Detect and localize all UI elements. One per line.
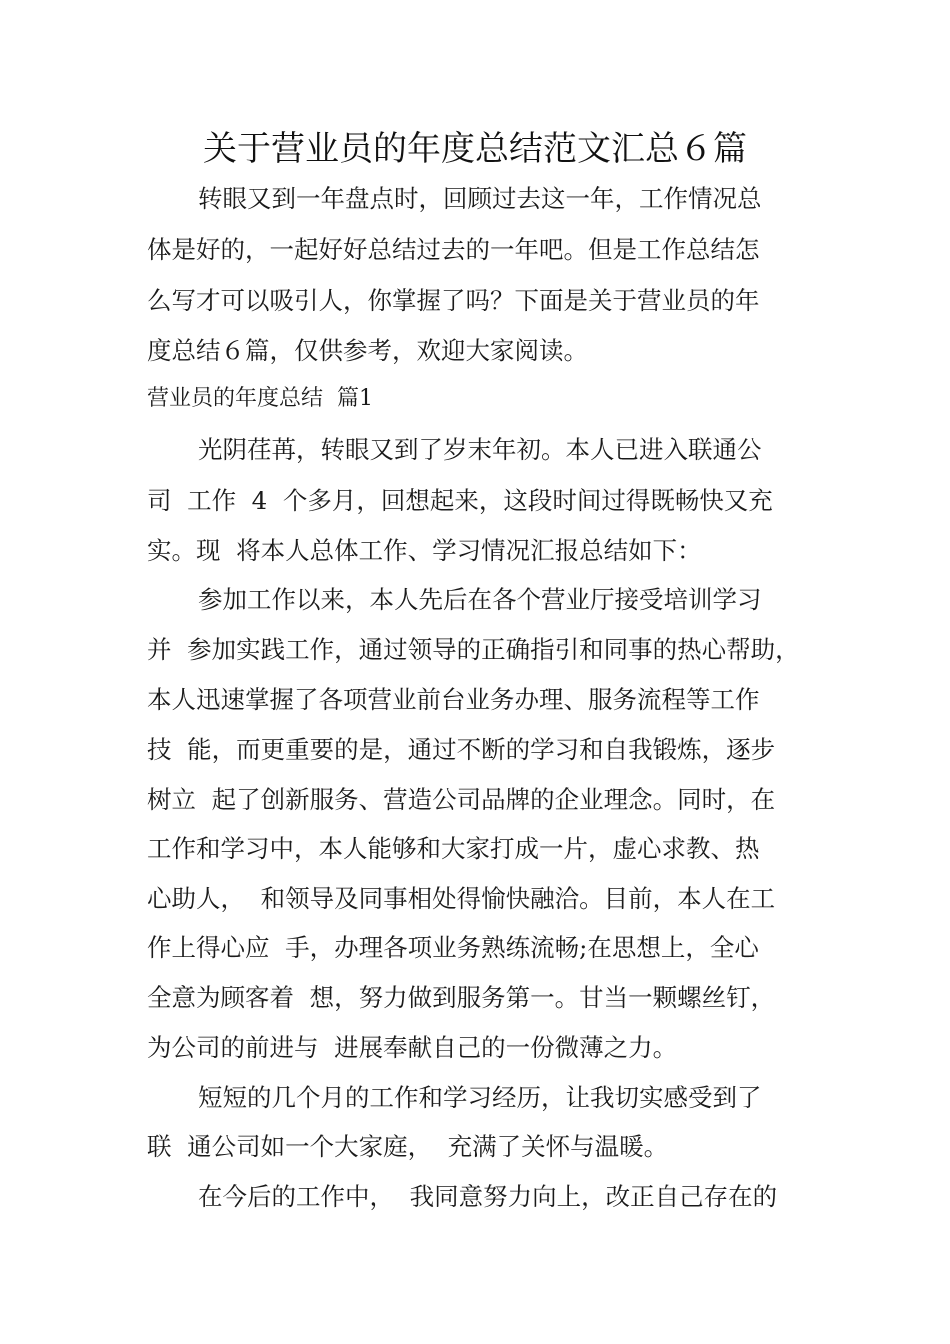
paragraph-line: 短短的几个月的工作和学习经历，让我切实感受到了 <box>198 1083 762 1112</box>
paragraph-line: 并 参加实践工作，通过领导的正确指引和同事的热心帮助， <box>147 635 800 664</box>
paragraph-line: 参加工作以来，本人先后在各个营业厅接受培训学习 <box>198 585 762 614</box>
intro-line: 体是好的，一起好好总结过去的一年吧。但是工作总结怎 <box>147 235 760 264</box>
paragraph-line: 司 工作 4 个多月，回想起来，这段时间过得既畅快又充 <box>147 486 773 515</box>
intro-line: 转眼又到一年盘点时，回顾过去这一年，工作情况总 <box>198 184 762 213</box>
paragraph-line: 作上得心应 手，办理各项业务熟练流畅;在思想上，全心 <box>147 933 759 962</box>
paragraph-line: 光阴荏苒，转眼又到了岁末年初。本人已进入联通公 <box>198 435 762 464</box>
paragraph-line: 本人迅速掌握了各项营业前台业务办理、服务流程等工作 <box>147 685 760 714</box>
intro-line: 么写才可以吸引人，你掌握了吗？下面是关于营业员的年 <box>147 286 760 315</box>
intro-line: 度总结６篇，仅供参考，欢迎大家阅读。 <box>147 336 588 365</box>
document-title: 关于营业员的年度总结范文汇总６篇 <box>203 129 747 169</box>
paragraph-line: 为公司的前进与 进展奉献自己的一份微薄之力。 <box>147 1033 678 1062</box>
paragraph-line: 树立 起了创新服务、营造公司品牌的企业理念。同时，在 <box>147 785 776 814</box>
paragraph-line: 全意为顾客着 想，努力做到服务第一。甘当一颗螺丝钉， <box>147 983 776 1012</box>
paragraph-line: 技 能，而更重要的是，通过不断的学习和自我锻炼，逐步 <box>147 735 776 764</box>
paragraph-line: 心助人， 和领导及同事相处得愉快融洽。目前，本人在工 <box>147 884 776 913</box>
section-heading: 营业员的年度总结 篇1 <box>147 386 373 411</box>
paragraph-line: 在今后的工作中， 我同意努力向上，改正自己存在的 <box>198 1182 778 1211</box>
paragraph-line: 工作和学习中，本人能够和大家打成一片，虚心求教、热 <box>147 834 760 863</box>
paragraph-line: 实。现 将本人总体工作、学习情况汇报总结如下： <box>147 536 702 565</box>
paragraph-line: 联 通公司如一个大家庭， 充满了关怀与温暖。 <box>147 1132 669 1161</box>
